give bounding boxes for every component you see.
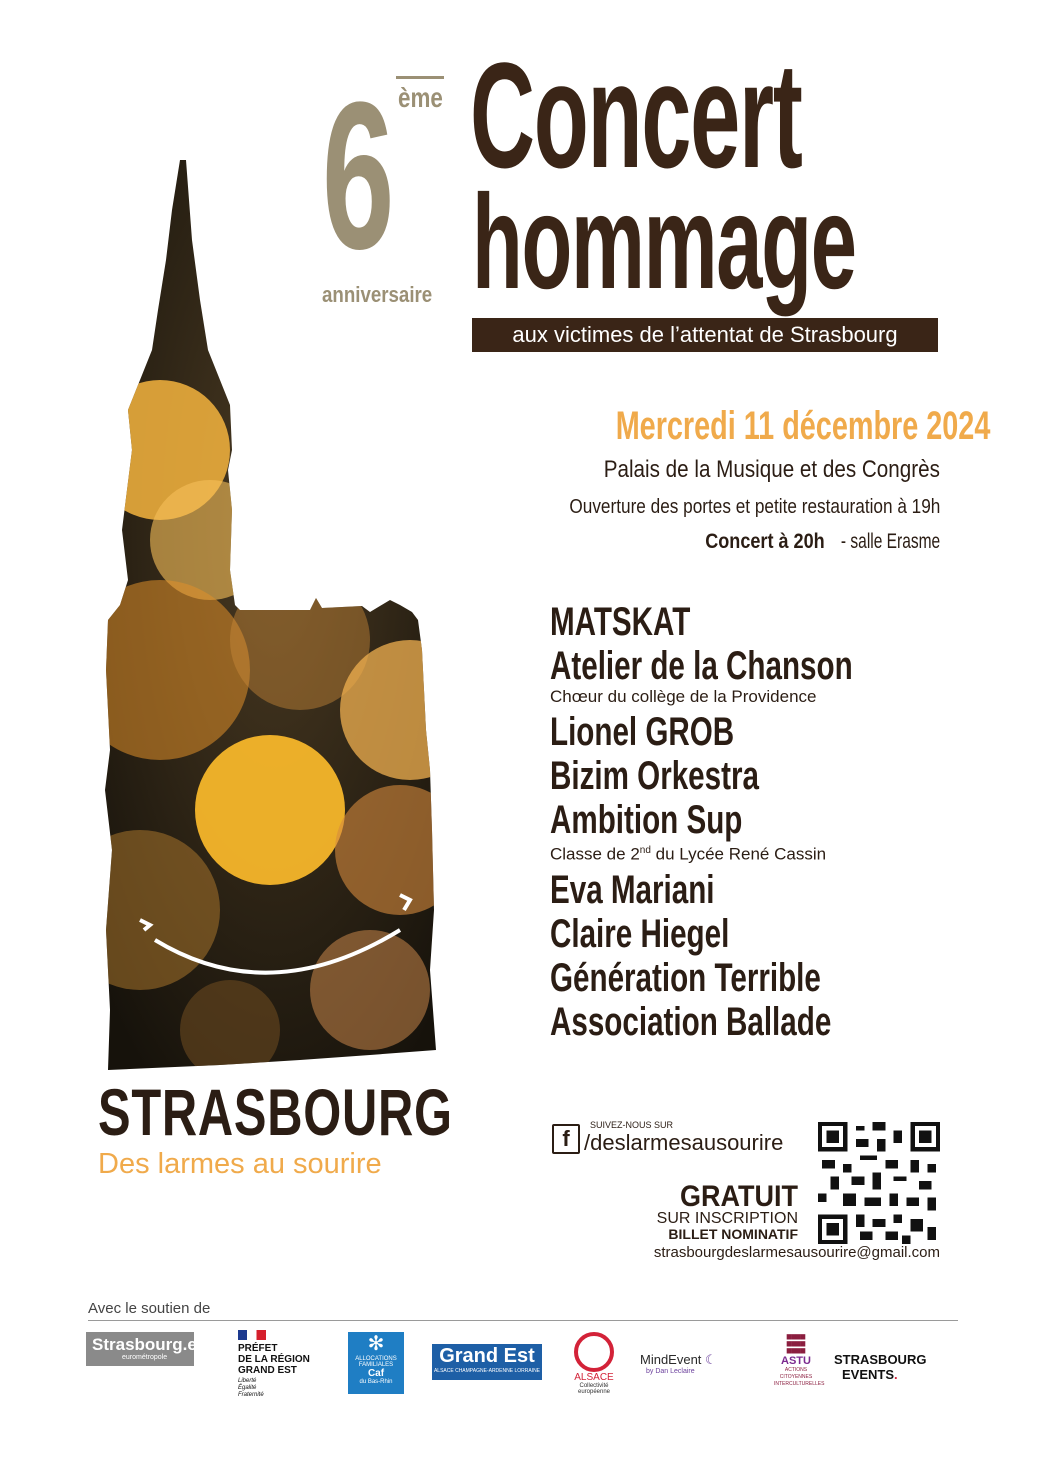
artist-name: Génération Terrible: [550, 955, 821, 1000]
artist-name: MATSKAT: [550, 600, 691, 644]
artist-name: Lionel GROB: [550, 710, 735, 754]
subtitle-banner: aux victimes de l’attentat de Strasbourg: [472, 318, 938, 352]
artist-subtitle: Classe de 2nd du Lycée René Cassin: [550, 844, 827, 864]
anniversary-number: 6: [322, 58, 395, 293]
title-concert: Concert: [470, 31, 802, 199]
mindevent-logo: MindEvent ☾ by Dan Leclaire: [640, 1352, 717, 1375]
cathedral-bokeh-illustration: [100, 150, 450, 1080]
alsace-logo: ALSACE Collectivité européenne: [566, 1332, 622, 1402]
prefet-region-logo: PRÉFET DE LA RÉGION GRAND EST Liberté Égalité Fraternité: [238, 1330, 318, 1400]
facebook-handle[interactable]: /deslarmesausourire: [584, 1130, 784, 1155]
brand-tagline: Des larmes au sourire: [98, 1148, 382, 1180]
support-divider: [88, 1320, 958, 1321]
free-label: GRATUIT: [680, 1180, 798, 1213]
event-concert-time: Concert à 20h- salle Erasme: [705, 530, 940, 553]
artist-name: Claire Hiegel: [550, 911, 730, 956]
caf-logo: ✻ ALLOCATIONS FAMILIALES Caf du Bas-Rhin: [348, 1332, 404, 1394]
artist-name: Ambition Sup: [550, 798, 743, 842]
brand-name: STRASBOURG: [98, 1075, 453, 1149]
grand-est-logo: Grand Est ALSACE CHAMPAGNE-ARDENNE LORRAINE: [432, 1344, 542, 1380]
anniversary-word: anniversaire: [322, 282, 433, 307]
artist-name: Association Ballade: [550, 999, 832, 1044]
facebook-icon: f: [552, 1124, 580, 1154]
event-date: Mercredi 11 décembre 2024: [615, 404, 991, 448]
event-venue: Palais de la Musique et des Congrès: [603, 456, 940, 483]
republic-flag-icon: [238, 1330, 266, 1340]
registration-label: SUR INSCRIPTION: [656, 1210, 798, 1227]
artist-name: Atelier de la Chanson: [550, 644, 853, 688]
artist-name: Bizim Orkestra: [550, 754, 759, 798]
ticket-label: BILLET NOMINATIF: [668, 1226, 798, 1242]
artist-name: Eva Mariani: [550, 867, 715, 912]
support-label: Avec le soutien de: [88, 1300, 211, 1317]
caf-star-icon: ✻: [367, 1333, 385, 1355]
alsace-ring-icon: [574, 1332, 614, 1372]
contact-email[interactable]: strasbourgdeslarmesausourire@gmail.com: [653, 1244, 940, 1261]
artist-list: [550, 600, 970, 1044]
event-doors: Ouverture des portes et petite restauration à 19h: [569, 496, 940, 518]
anniversary-rule: [396, 76, 444, 79]
artist-subtitle: Chœur du collège de la Providence: [550, 687, 817, 706]
astu-logo: ▆▆▆▆ ▆▆▆▆ ▆▆▆▆ ASTU ACTIONS CITOYENNES INTERCULTURELLES: [774, 1334, 825, 1387]
anniversary-suffix: ème: [398, 82, 443, 113]
strasbourg-events-logo: STRASBOURG EVENTS.: [834, 1352, 927, 1382]
qr-code-icon[interactable]: [818, 1122, 940, 1244]
follow-label: SUIVEZ-NOUS SUR: [590, 1120, 674, 1130]
title-hommage: hommage: [472, 168, 856, 317]
strasbourg-eu-logo: Strasbourg.eu eurométropole: [86, 1332, 194, 1366]
